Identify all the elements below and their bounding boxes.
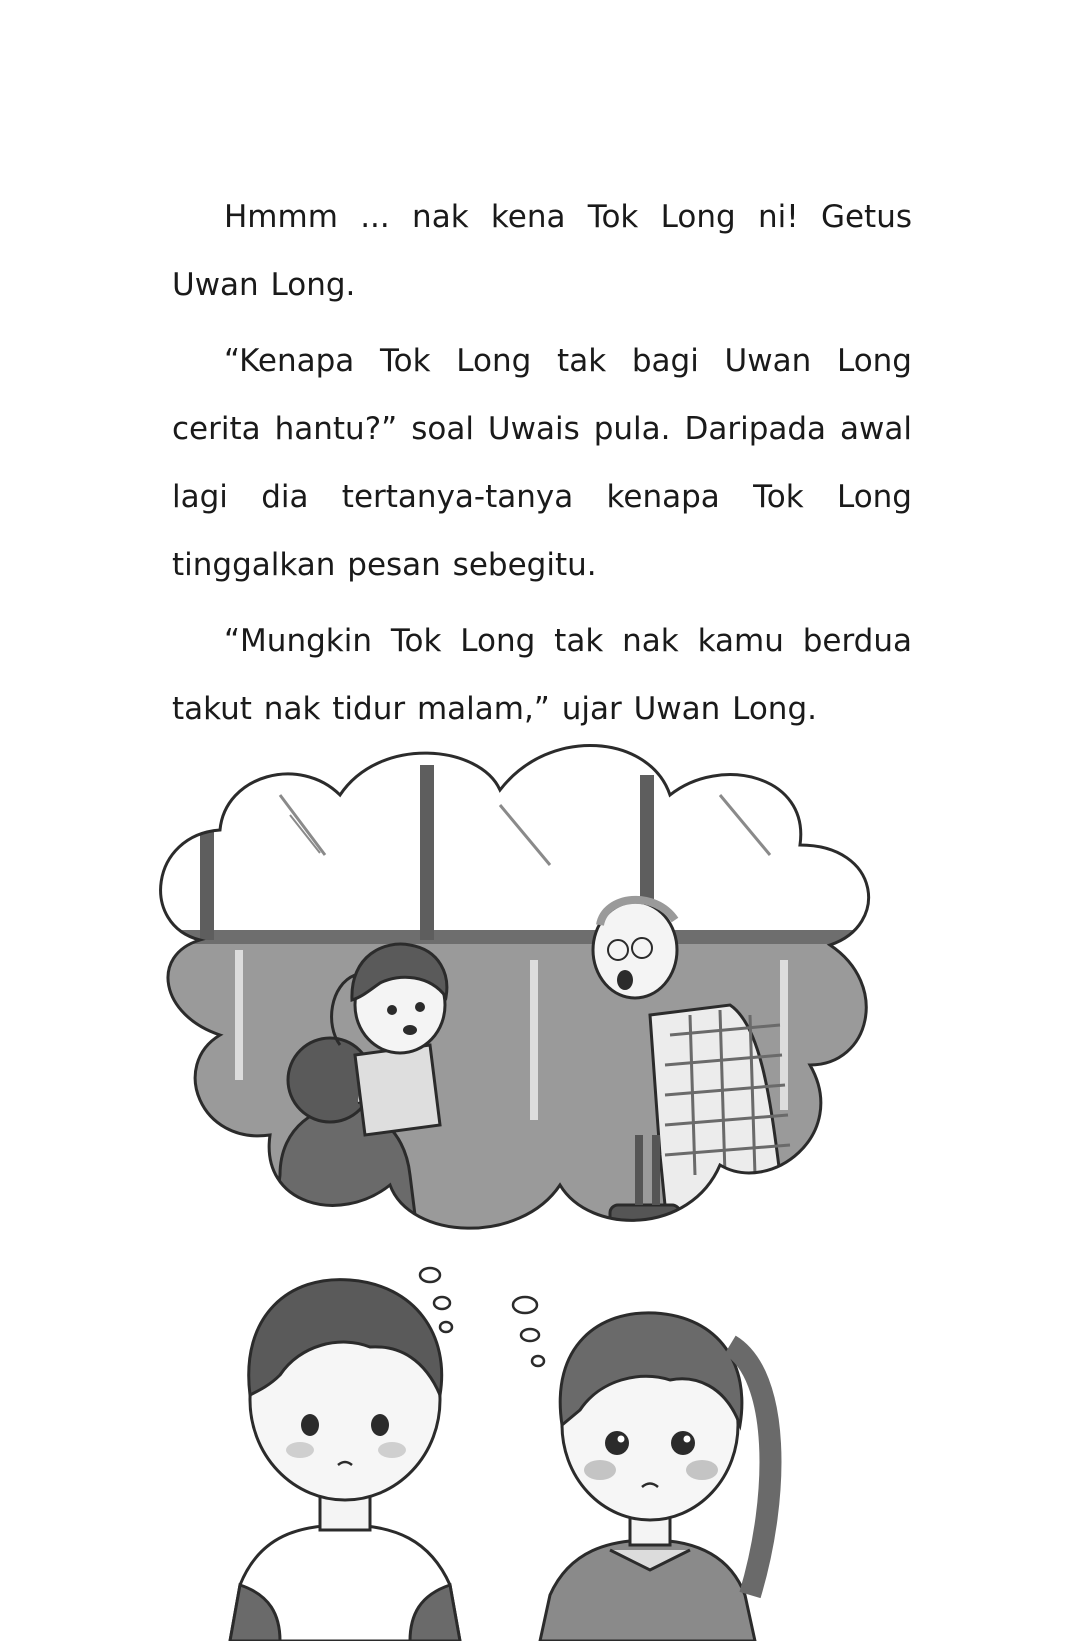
paragraph-3: “Mungkin Tok Long tak nak kamu berdua takut nak tidur malam,” ujar Uwan Long. [172,623,912,727]
boy-foreground-figure [230,1280,460,1641]
thought-bubble-illustration [130,735,930,1641]
girl-foreground-figure [540,1313,770,1641]
paragraph-2: “Kenapa Tok Long tak bagi Uwan Long cerita hantu?” soal Uwais pula. Daripada awal lagi dia tertanya-tanya kenapa Tok Long tinggalkan pesan sebegitu. [172,343,912,583]
story-text [172,183,912,743]
memory-scene [130,735,930,1265]
paragraph-1: Hmmm ... nak kena Tok Long ni! Getus Uwan Long. [172,199,912,303]
